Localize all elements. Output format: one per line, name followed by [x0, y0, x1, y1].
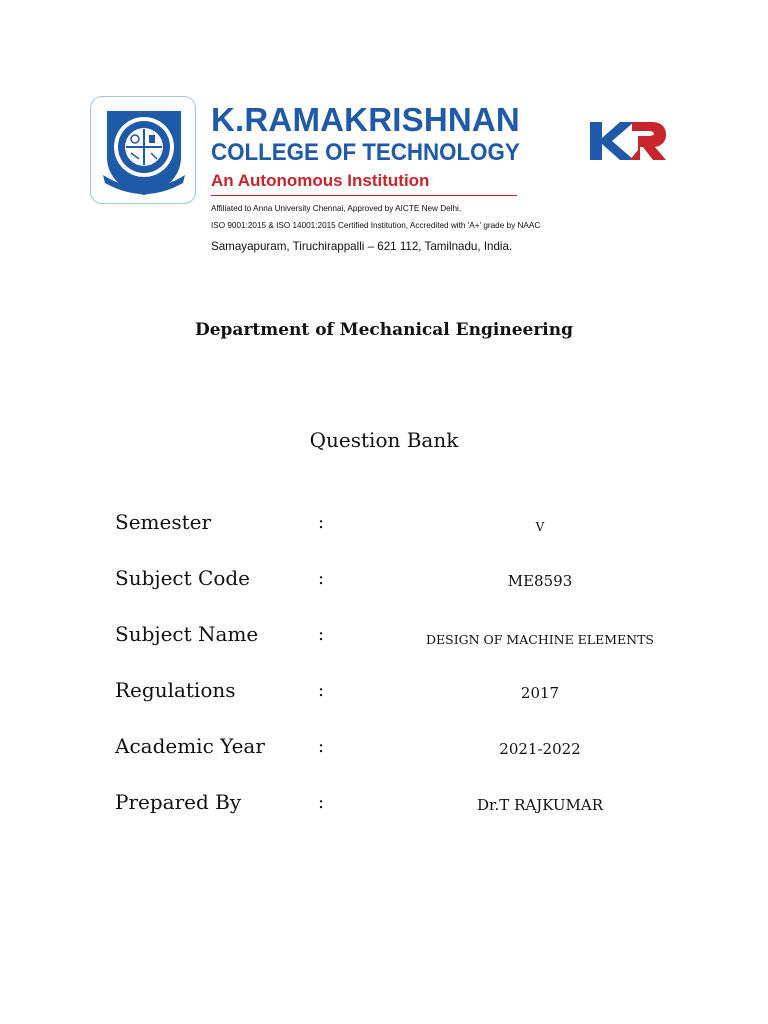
detail-label: Subject Name — [115, 622, 259, 646]
detail-row-subject-name — [115, 622, 715, 652]
detail-separator: : — [318, 512, 325, 533]
college-address: Samayapuram, Tiruchirappalli – 621 112, Tamilnadu, India. — [211, 240, 513, 253]
college-name: K.RAMAKRISHNAN — [211, 101, 520, 138]
kr-logo-icon — [590, 118, 666, 164]
detail-label: Regulations — [115, 678, 236, 702]
detail-separator: : — [318, 736, 325, 757]
detail-row-regulations — [115, 678, 715, 708]
detail-value: DESIGN OF MACHINE ELEMENTS — [425, 632, 654, 647]
affiliation-line-2: ISO 9001:2015 & ISO 14001:2015 Certified Institution, Accredited with 'A+' grade by NAAC — [211, 221, 541, 230]
detail-row-prepared-by — [115, 790, 715, 820]
detail-row-subject-code — [115, 566, 715, 596]
detail-value: Dr.T RAJKUMAR — [476, 796, 604, 814]
college-seal-logo — [90, 96, 196, 204]
detail-row-academic-year — [115, 734, 715, 764]
seal-emblem-icon — [97, 105, 191, 197]
college-name-subtitle: COLLEGE OF TECHNOLOGY — [211, 139, 520, 166]
detail-value: V — [535, 520, 545, 534]
header-divider — [211, 195, 517, 196]
document-title: Question Bank — [309, 428, 459, 452]
kr-brand-logo — [590, 118, 666, 168]
detail-separator: : — [318, 624, 325, 645]
detail-row-semester — [115, 510, 715, 540]
detail-value: 2017 — [520, 684, 560, 702]
autonomous-tagline: An Autonomous Institution — [211, 171, 430, 190]
department-title: Department of Mechanical Engineering — [194, 320, 573, 340]
detail-separator: : — [318, 568, 325, 589]
detail-value: 2021-2022 — [499, 740, 581, 758]
detail-label: Semester — [115, 510, 212, 534]
detail-label: Academic Year — [115, 734, 265, 758]
detail-value: ME8593 — [507, 572, 573, 590]
college-header — [90, 96, 541, 260]
detail-label: Prepared By — [115, 790, 242, 814]
detail-label: Subject Code — [115, 566, 250, 590]
affiliation-line-1: Affiliated to Anna University Chennai, Approved by AICTE New Delhi, — [211, 204, 462, 213]
detail-separator: : — [318, 792, 325, 813]
detail-separator: : — [318, 680, 325, 701]
